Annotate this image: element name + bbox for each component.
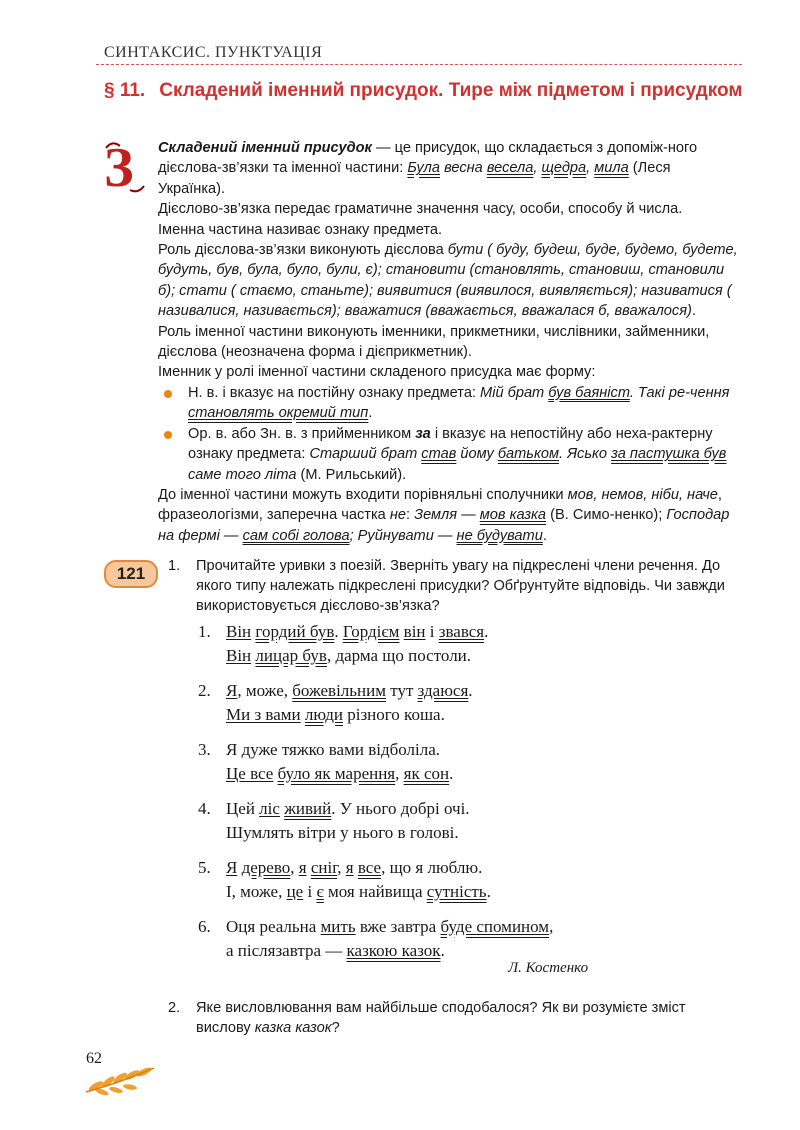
underlined-word: живий [284,799,332,818]
underlined-example: щедра [541,160,587,177]
underlined-example: Була [407,160,441,177]
svg-text:З: З [104,138,134,194]
text-span: , дарма що постоли. [326,646,472,665]
underlined-word: гордий був [255,622,335,641]
underlined-example: сам собі голова [242,527,350,544]
text-span: Оця реальна [226,917,321,936]
text-span: . [468,681,473,700]
underlined-word: все [357,858,382,877]
text-span: Шумлять вітри у нього в голові. [226,823,459,842]
task-text [196,998,738,1038]
underlined-example: батьком [497,446,559,463]
text-span: Роль дієслова-зв’язки виконують дієслова [158,242,448,259]
underlined-word: божевільним [292,681,386,700]
underlined-example: був баяніст [548,384,630,401]
underlined-word: Це все [226,764,274,783]
poem-item [198,797,648,845]
poem-number: 6. [198,917,211,936]
poem-number: 2. [198,681,211,700]
exercise-number-badge: 121 [104,560,158,588]
underlined-word: я [298,858,307,877]
underlined-word: Гордієм [342,622,400,641]
text-span: До іменної частини можуть входити порівняльні сполучники [158,486,568,503]
underlined-word: лицар був [255,646,327,665]
task-text: Прочитайте уривки з поезій. Зверніть увагу на підкреслені члени речення. До якого типу належать підкреслені присудки? Обґрунтуйте відповідь. Чи завжди використовується дієслово-зв’язка? [196,558,725,614]
text-span: — це присудок, що складається з допоміж-ного дієслова-зв’язки та іменної частини: [158,140,698,177]
bullet-item [158,424,738,485]
text-span: . [691,303,696,320]
underlined-word: я [345,858,354,877]
text-span: . [484,622,489,641]
poem-line [226,762,648,786]
text-span: весна [440,160,487,177]
underlined-word: буде спомином [440,917,550,936]
underlined-word: здаюся [417,681,469,700]
text-span: , [533,160,542,177]
underlined-word: сутність [426,882,487,901]
italic-text: мов, немов, ніби, наче [567,486,718,503]
text-span: Старший брат [309,446,422,463]
text-span: , [337,858,346,877]
poem-item [198,738,648,786]
poem-line [226,856,648,880]
underlined-example: не будувати [456,527,543,544]
theory-paragraph: Іменник у ролі іменної частини складеного присудка має форму: [158,364,596,381]
theory-paragraph: Іменна частина називає ознаку предмета. [158,221,443,238]
section-heading: Складений іменний присудок. Тире між підметом і присудком [159,80,743,101]
text-span: . [449,764,454,783]
text-span: І, може, [226,882,287,901]
poem-line [226,797,648,821]
text-span: Я дуже тяжко вами відболіла. [226,740,441,759]
poem-item [198,679,648,727]
underlined-example: мов казка [479,507,547,524]
text-span: ? [331,1020,340,1036]
underlined-word: він [403,622,426,641]
text-span: різного коша. [342,705,445,724]
exercise-task-2 [168,998,738,1038]
text-span: Господар на фермі — [158,507,730,544]
text-span: , [549,917,554,936]
text-span: ; Руйнувати — [349,527,457,544]
italic-text: за [415,425,431,442]
underlined-word: є [316,882,324,901]
underlined-word: дерево [241,858,291,877]
text-span: : [406,507,415,524]
poem-author: Л. Костенко [508,960,589,976]
theory-paragraph: Роль іменної частини виконують іменники, прикметники, числівники, займенники, дієслова (неозначена форма і дієприкметник). [158,323,710,361]
underlined-word: ліс [259,799,280,818]
text-span: і вказує на непостійну або неха-рактерну ознаку предмета: [188,425,713,463]
exercise-task-1 [168,556,738,616]
italic-text: не [389,507,407,524]
text-span: вже завтра [355,917,441,936]
text-span: тут [385,681,418,700]
text-span: саме того літа [188,466,297,483]
text-span: . Такі ре-чення [629,384,730,401]
text-span: (М. Рильський). [296,466,407,483]
poem-number: 5. [198,858,211,877]
poem-item [198,856,648,904]
underlined-word: було як марення [277,764,396,783]
poem-line [226,738,648,762]
text-span: . [334,622,343,641]
theory-definition [158,138,738,199]
poem-number: 3. [198,740,211,759]
text-span: . [440,941,445,960]
underlined-word: звався [438,622,485,641]
underlined-word: Він [226,622,252,641]
underlined-word: як сон [403,764,450,783]
underlined-word: сніг [310,858,338,877]
poem-line [226,915,648,939]
text-span: моя найвища [323,882,427,901]
theory-paragraph: Дієслово-зв’язка передає граматичне значення часу, особи, способу й числа. [158,201,683,218]
text-span: . [542,527,547,544]
section-title [104,80,744,102]
task-number: 2. [168,1000,181,1016]
poem-number: 1. [198,622,211,641]
theory-paragraph [158,240,738,322]
poem-line [226,880,648,904]
text-span: йому [456,446,498,463]
underlined-word: люди [304,705,343,724]
theory-paragraph [158,485,738,546]
header-rule [96,64,742,65]
poem-line [226,703,648,727]
poem-list [198,620,648,974]
poem-line [226,679,648,703]
underlined-word: Він [226,646,252,665]
underlined-word: це [286,882,304,901]
underlined-example: становлять окремий тип [188,405,369,422]
task-number: 1. [168,558,181,574]
poem-line [226,644,648,668]
text-span: а післязавтра — [226,941,347,960]
text-span: . [486,882,491,901]
text-span: Н. в. і вказує на постійну ознаку предмета: [188,384,481,401]
bullet-item [158,383,738,424]
page-number: 62 [86,1050,102,1067]
underlined-word: Я [226,858,238,877]
text-span: . У нього добрі очі. [331,799,470,818]
text-span: Мій брат [480,384,549,401]
text-span: , [586,160,595,177]
text-span: Ор. в. або Зн. в. з прийменником [188,425,416,442]
text-span: і [425,622,439,641]
underlined-word: казкою казок [346,941,441,960]
underlined-example: став [421,446,457,463]
term-label: Складений іменний присудок [158,140,372,156]
poem-item [198,620,648,668]
underlined-word: мить [320,917,356,936]
text-span: Цей [226,799,260,818]
theory-block [158,138,738,546]
text-span: (В. Симо-ненко); [546,507,667,524]
text-span: (Леся Українка). [158,160,671,197]
text-span: , може, [237,681,293,700]
section-number: § 11. [104,80,146,101]
decorative-letter-icon [100,138,148,194]
underlined-word: Я [226,681,238,700]
poem-number: 4. [198,799,211,818]
poem-item [198,915,648,963]
text-span: , [290,858,299,877]
underlined-example: за пастушка був [611,446,727,463]
text-span: і [303,882,317,901]
poem-line [226,821,648,845]
text-span: , що я люблю. [381,858,483,877]
text-span: , фразеологізми, заперечна частка [158,486,722,524]
underlined-word: Ми з вами [226,705,301,724]
italic-text: бути ( буду, будеш, буде, будемо, будете, будуть, був, була, було, були, є); становити (становлять, становиш, становили б); стати ( стаємо, станьте); виявитися (виявилося, виявляється); називатися ( називалися, називається); вважатися (вважається, вважалася б, вважалося) [158,242,738,320]
text-span: Земля — [414,507,480,524]
underlined-example: весела [486,160,534,177]
text-span: . Ясько [558,446,612,463]
text-span: Яке висловлювання вам найбільше сподобалося? Як ви розумієте зміст вислову [196,1000,686,1036]
italic-text: казка казок [254,1020,332,1036]
poem-line [226,620,648,644]
underlined-example: мила [594,160,629,177]
text-span: , [395,764,404,783]
running-header: СИНТАКСИС. ПУНКТУАЦІЯ [104,44,323,61]
text-span: . [368,405,373,422]
